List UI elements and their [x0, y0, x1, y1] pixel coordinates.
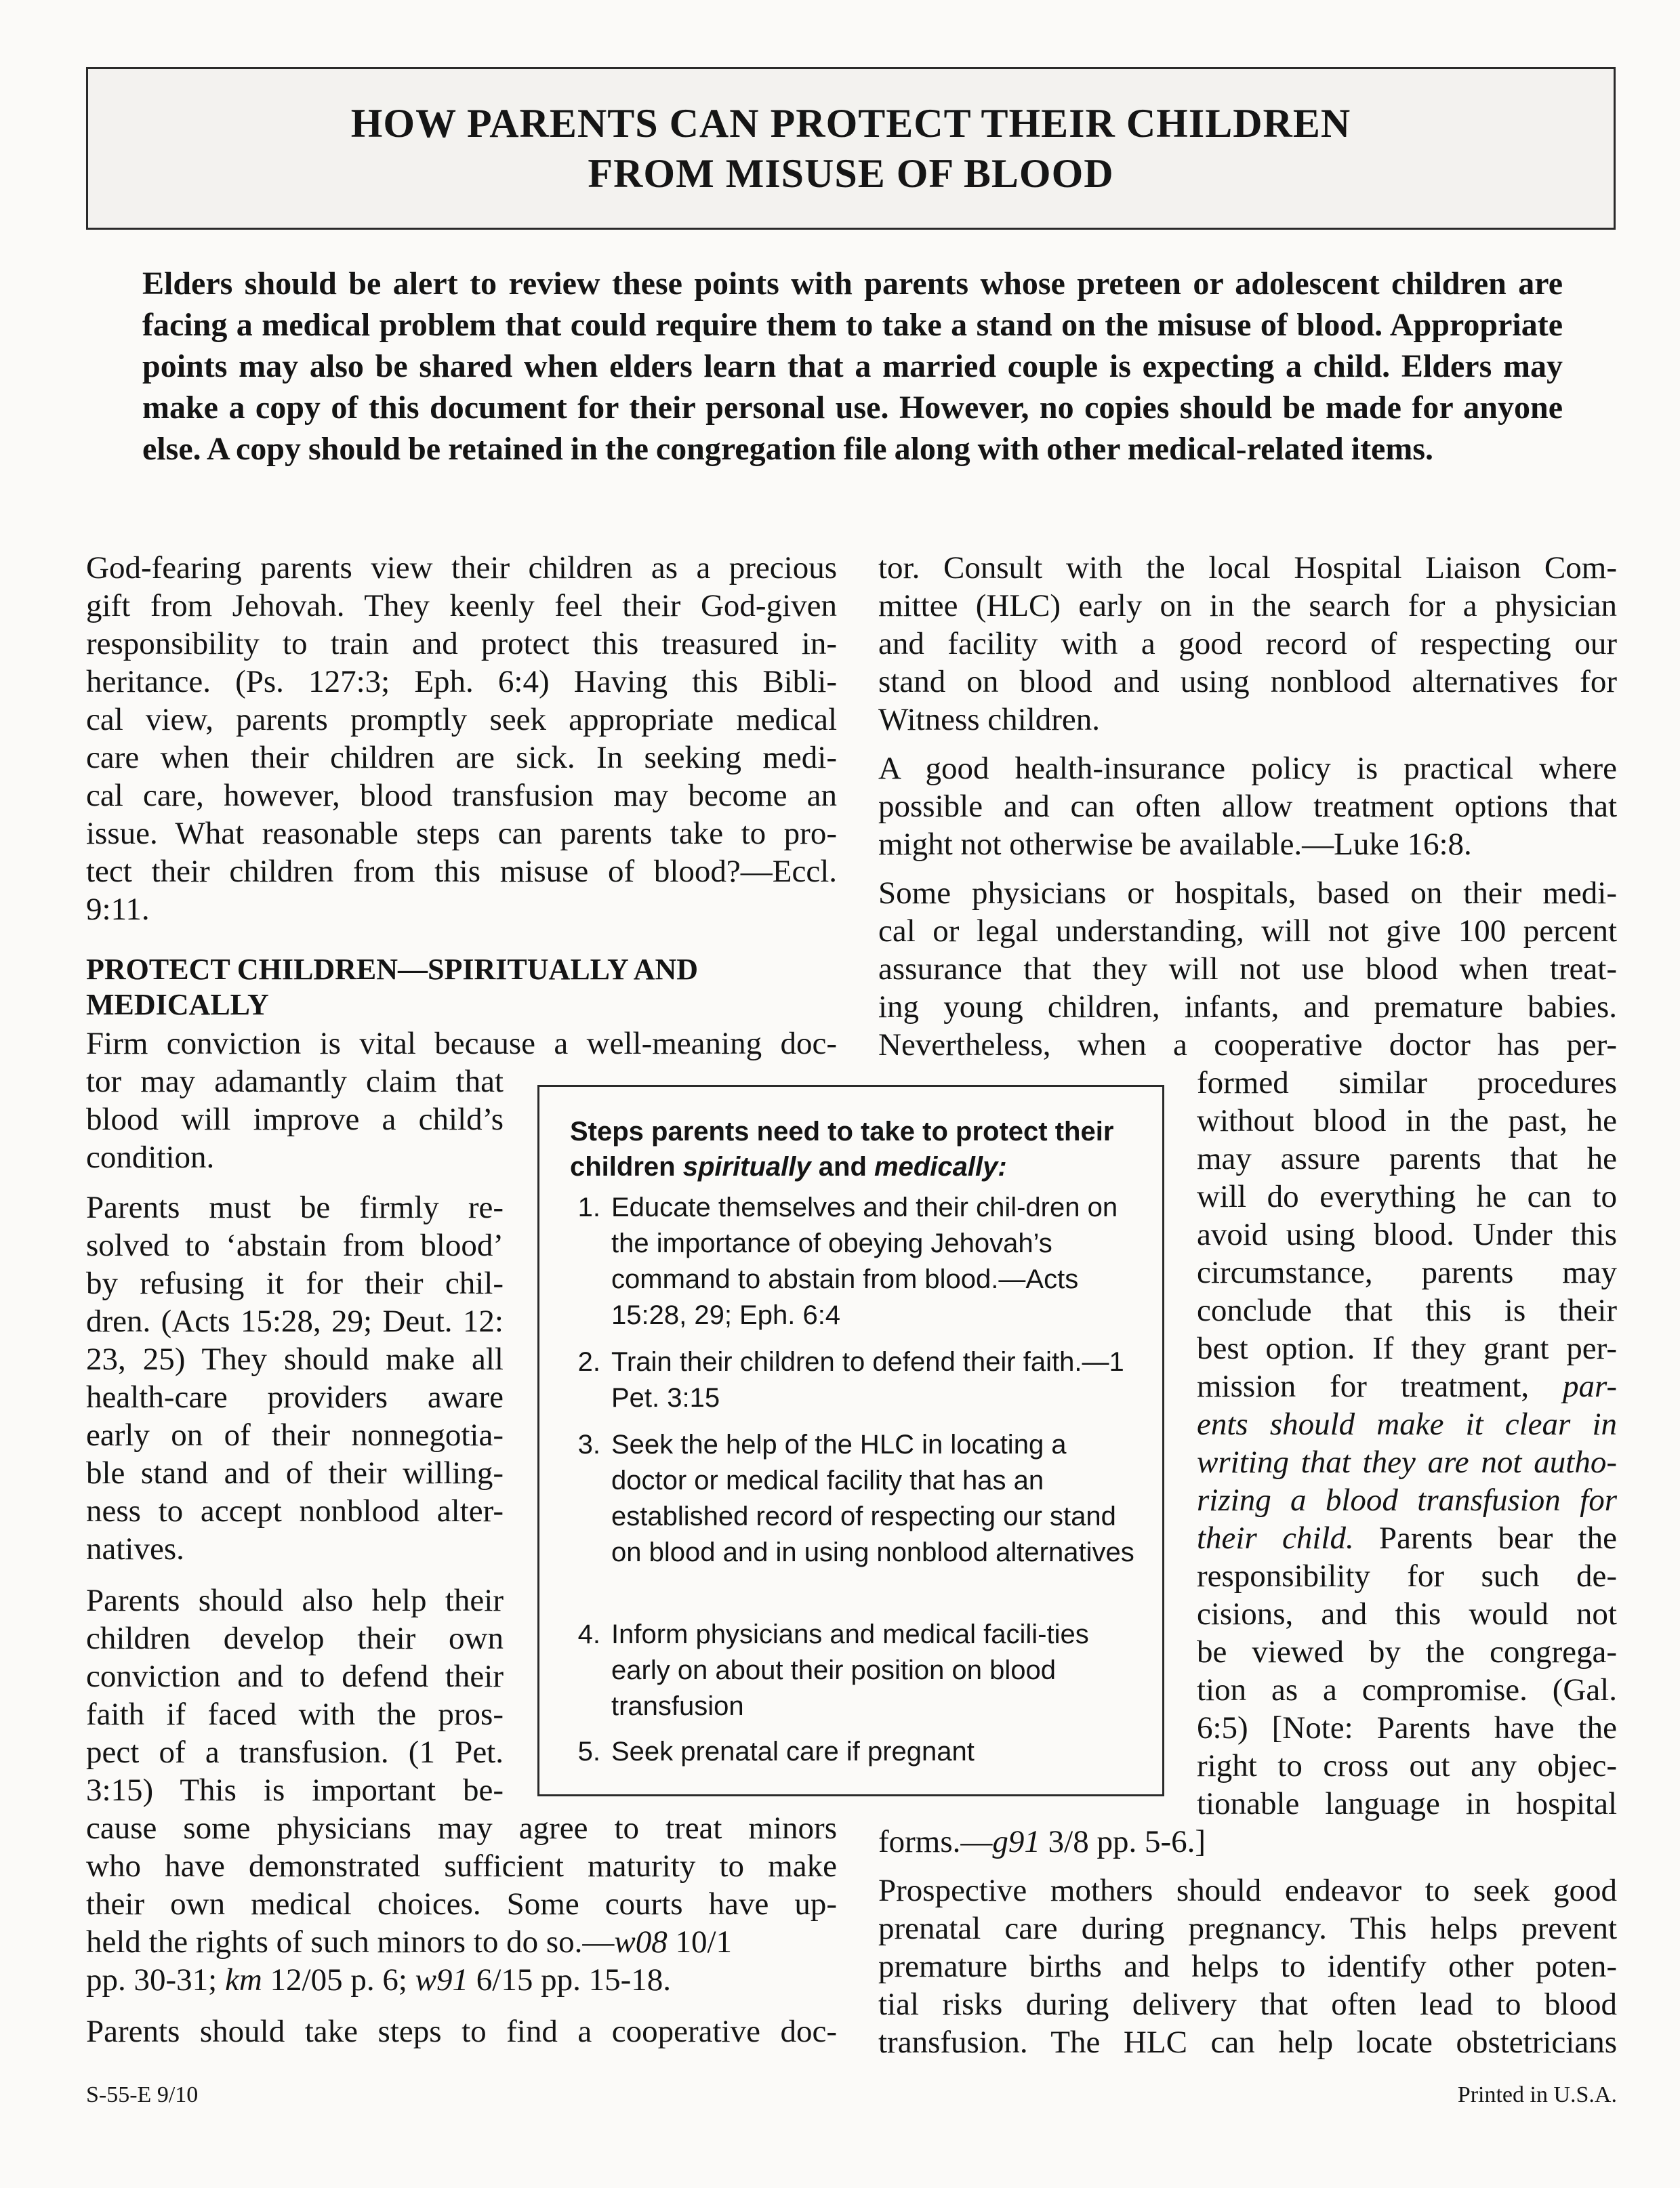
steps-title [570, 1114, 1139, 1184]
text-line: cal or legal understanding, will not give 100 percent [878, 913, 1617, 949]
text-line: Firm conviction is vital because a well-meaning doc- [86, 1026, 837, 1061]
text-line: ble stand and of their willing- [86, 1456, 504, 1491]
text-line: tor. Consult with the local Hospital Liaison Com- [878, 550, 1617, 585]
text-line: 23, 25) They should make all [86, 1342, 504, 1377]
text-line-with-ref [86, 1961, 837, 1999]
text-line-with-italic [1197, 1519, 1617, 1557]
text-line: by refusing it for their chil- [86, 1266, 504, 1301]
text-line: tect their children from this misuse of blood?—Eccl. [86, 854, 837, 889]
text-line: Parents should also help their [86, 1583, 504, 1618]
text-line: and facility with a good record of respecting our [878, 626, 1617, 661]
text-line: cisions, and this would not [1197, 1596, 1617, 1632]
text-line: care when their children are sick. In seeking medi- [86, 740, 837, 775]
text-line: ing young children, infants, and premature babies. [878, 989, 1617, 1025]
steps-sidebar-box [537, 1085, 1164, 1796]
text-line: mittee (HLC) early on in the search for a physician [878, 588, 1617, 623]
text-segment: 12/05 p. 6; [262, 1962, 415, 1998]
text-line-italic: rizing a blood transfusion for [1197, 1483, 1617, 1518]
text-line: dren. (Acts 15:28, 29; Deut. 12: [86, 1304, 504, 1339]
section-heading-line-2: MEDICALLY [86, 988, 269, 1021]
text-line: cal care, however, blood transfusion may become an [86, 778, 837, 813]
text-line: conclude that this is their [1197, 1293, 1617, 1328]
text-line: their own medical choices. Some courts have up- [86, 1886, 837, 1922]
text-line: Parents should take steps to find a cooperative doc- [86, 2014, 837, 2049]
text-line: blood will improve a child’s [86, 1102, 504, 1137]
text-segment: forms.— [878, 1824, 993, 1859]
text-line: be viewed by the congrega- [1197, 1634, 1617, 1670]
text-line: heritance. (Ps. 127:3; Eph. 6:4) Having this Bibli- [86, 664, 837, 699]
step-number: 4. [577, 1619, 600, 1649]
printed-in: Printed in U.S.A. [1457, 2082, 1617, 2107]
text-line: will do everything he can to [1197, 1179, 1617, 1214]
title-box [86, 67, 1616, 230]
italic-segment: par- [1562, 1369, 1617, 1404]
text-segment: held the rights of such minors to do so.— [86, 1924, 615, 1960]
intro-paragraph: Elders should be alert to review these points with parents whose preteen or adolescent children are facing a medical problem that could require them to take a stand on the misuse of blood. Appropriate points may also be shared when elders learn that a married couple is expecting a child. Elders may make a copy of this document for their personal use. However, no copies should be made for anyone else. A copy should be retained in the congregation file along with other medical-related items. [142, 266, 1563, 467]
text-line: 9:11. [86, 892, 150, 927]
text-segment: Parents bear the [1353, 1521, 1618, 1556]
text-line: 3:15) This is important be- [86, 1773, 504, 1808]
step-item [560, 1344, 1143, 1416]
text-line: prenatal care during pregnancy. This helps prevent [878, 1911, 1617, 1946]
text-line: transfusion. The HLC can help locate obstetricians [878, 2025, 1617, 2060]
text-line: Nevertheless, when a cooperative doctor has per- [878, 1027, 1617, 1062]
text-line: health-care providers aware [86, 1380, 504, 1415]
title-line-1: HOW PARENTS CAN PROTECT THEIR CHILDREN [350, 101, 1351, 146]
text-line: without blood in the past, he [1197, 1103, 1617, 1138]
text-line: Prospective mothers should endeavor to seek good [878, 1873, 1617, 1908]
text-line: may assure parents that he [1197, 1141, 1617, 1176]
text-line: best option. If they grant per- [1197, 1331, 1617, 1366]
text-line: tion as a compromise. (Gal. [1197, 1672, 1617, 1708]
text-line-with-ref [86, 1923, 837, 1961]
text-line: issue. What reasonable steps can parents take to pro- [86, 816, 837, 851]
text-line-with-italic [1197, 1367, 1617, 1405]
text-line: God-fearing parents view their children as a precious [86, 550, 837, 585]
text-line: right to cross out any objec- [1197, 1748, 1617, 1783]
title-italic: medically: [874, 1152, 1007, 1182]
text-line: formed similar procedures [1197, 1065, 1617, 1100]
text-line: natives. [86, 1531, 184, 1567]
step-number: 2. [577, 1347, 600, 1377]
text-line-italic: ents should make it clear in [1197, 1407, 1617, 1442]
text-segment: 3/8 pp. 5-6.] [1040, 1824, 1206, 1859]
step-item [560, 1427, 1143, 1607]
step-text: Seek the help of the HLC in locating a doctor or medical facility that has an established record of respecting our stand on blood and in using nonblood alternatives [611, 1430, 1134, 1567]
text-line: stand on blood and using nonblood alternatives for [878, 664, 1617, 699]
text-line: solved to ‘abstain from blood’ [86, 1228, 504, 1263]
text-line: who have demonstrated sufficient maturity to make [86, 1849, 837, 1884]
ref-italic: g91 [992, 1824, 1040, 1859]
step-item [560, 1190, 1143, 1334]
italic-segment: their child. [1197, 1521, 1354, 1556]
title-italic: spiritually [682, 1152, 811, 1182]
text-line: possible and can often allow treatment options that [878, 789, 1617, 824]
text-line: Parents must be firmly re- [86, 1190, 504, 1225]
step-number: 5. [577, 1737, 600, 1767]
text-line: condition. [86, 1140, 215, 1175]
text-segment: pp. 30-31; [86, 1962, 225, 1998]
text-line: responsibility to train and protect this treasured in- [86, 626, 837, 661]
step-text: Educate themselves and their chil-dren on the importance of obeying Jehovah’s command to abstain from blood.—Acts 15:28, 29; Eph. 6:4 [611, 1193, 1118, 1330]
section-heading-line-1: PROTECT CHILDREN—SPIRITUALLY AND [86, 953, 699, 986]
text-line: faith if faced with the pros- [86, 1697, 504, 1732]
text-line: A good health-insurance policy is practical where [878, 751, 1617, 786]
text-line: might not otherwise be available.—Luke 16:8. [878, 827, 1472, 862]
text-line: tor may adamantly claim that [86, 1064, 504, 1099]
step-item [560, 1734, 1143, 1770]
step-text: Seek prenatal care if pregnant [611, 1737, 975, 1767]
text-line: ness to accept nonblood alter- [86, 1493, 504, 1529]
step-number: 1. [577, 1193, 600, 1222]
ref-italic: km [224, 1962, 262, 1998]
ref-italic: w08 [614, 1924, 668, 1960]
text-segment: mission for treatment, [1197, 1369, 1563, 1404]
title-segment: and [811, 1152, 874, 1182]
ref-italic: w91 [415, 1962, 469, 1998]
title-line-2: FROM MISUSE OF BLOOD [588, 151, 1114, 196]
text-line: gift from Jehovah. They keenly feel their God-given [86, 588, 837, 623]
title-segment: Steps parents need to take to protect their children [570, 1117, 1114, 1182]
text-segment: 10/1 [667, 1924, 733, 1960]
text-line: avoid using blood. Under this [1197, 1217, 1617, 1252]
text-line-italic: writing that they are not autho- [1197, 1445, 1617, 1480]
text-line-with-ref [878, 1823, 1617, 1861]
step-item [560, 1617, 1143, 1725]
text-line: circumstance, parents may [1197, 1255, 1617, 1290]
step-number: 3. [577, 1430, 600, 1460]
text-line: cause some physicians may agree to treat minors [86, 1811, 837, 1846]
step-text: Inform physicians and medical facili-ties early on about their position on blood transfusion [611, 1619, 1089, 1721]
text-line: children develop their own [86, 1621, 504, 1656]
text-line: early on of their nonnegotia- [86, 1418, 504, 1453]
text-segment: 6/15 pp. 15-18. [468, 1962, 671, 1998]
text-line: cal view, parents promptly seek appropriate medical [86, 702, 837, 737]
text-line: Witness children. [878, 702, 1101, 737]
text-line: pect of a transfusion. (1 Pet. [86, 1735, 504, 1770]
text-line: tionable language in hospital [1197, 1786, 1617, 1821]
text-line: assurance that they will not use blood when treat- [878, 951, 1617, 987]
text-line: Some physicians or hospitals, based on their medi- [878, 875, 1617, 911]
text-line: conviction and to defend their [86, 1659, 504, 1694]
form-code: S-55-E 9/10 [86, 2082, 199, 2107]
text-line: responsibility for such de- [1197, 1559, 1617, 1594]
text-line: 6:5) [Note: Parents have the [1197, 1710, 1617, 1746]
step-text: Train their children to defend their faith.—1 Pet. 3:15 [611, 1347, 1124, 1413]
text-line: premature births and helps to identify other poten- [878, 1949, 1617, 1984]
text-line: tial risks during delivery that often lead to blood [878, 1987, 1617, 2022]
